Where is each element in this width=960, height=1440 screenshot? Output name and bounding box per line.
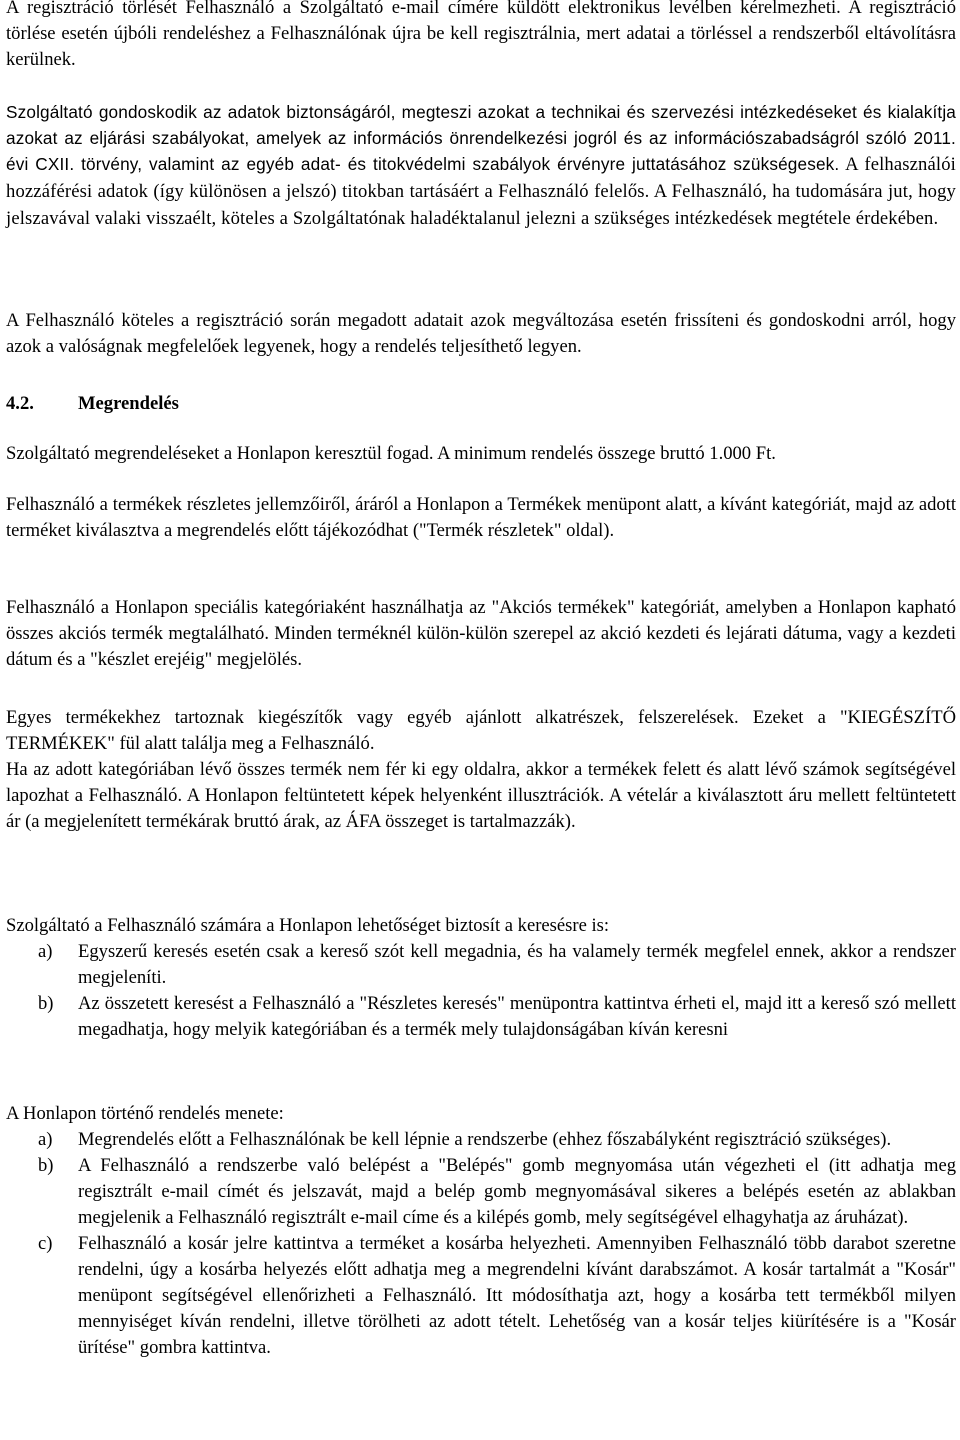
list-item-text: A Felhasználó a rendszerbe való belépést a "Belépés" gomb megnyomása után végezheti el (itt adhatja meg regisztrált e-mail címét és jelszavát, majd a belép gomb megnyomásával sikeres a belépés esetén az ablakban megjelenik a Felhasználó regisztrált e-mail címe és a kilépés gomb, mely segítségével elhagyhatja az áruházat). [78,1155,956,1228]
list-item [6,939,956,991]
order-steps-list [6,1127,956,1361]
update-data-paragraph: A Felhasználó köteles a regisztráció során megadott adatait azok megváltozása esetén frissíteni és gondoskodni arról, hogy azok a valóságnak megfelelőek legyenek, hogy a rendelés teljesíthető legyen. [6,310,956,357]
list-marker: b) [38,1155,54,1176]
order-process-intro: A Honlapon történő rendelés menete: [6,1103,284,1124]
intro-paragraph: A regisztráció törlését Felhasználó a Szolgáltató e-mail címére küldött elektronikus levélben kérelmezheti. A regisztráció törlése esetén újbóli rendeléshez a Felhasználónak újra be kell regisztrálnia, mert adatai a törléssel a rendszerből eltávolításra kerülnek. [6,0,956,70]
search-options-list [6,939,956,1043]
list-marker: a) [38,941,53,962]
search-intro-paragraph: Szolgáltató a Felhasználó számára a Honlapon lehetőséget biztosít a keresésre is: [6,915,610,936]
list-item-text: Felhasználó a kosár jelre kattintva a terméket a kosárba helyezheti. Amennyiben Felhasználó több darabot szeretne rendelni, úgy a kosárba helyezés előtt adhatja meg a megrendelni kívánt darabszámot. A kosár tartalmát a "Kosár" menüpont segítségével ellenőrizheti a Felhasználó. Itt módosíthatja azt, hogy a kosárba tett termékből milyen mennyiséget kíván rendelni, illetve törölheti az adott tételt. Lehetőség van a kosár teljes kiürítésére is a "Kosár ürítése" gombra kattintva. [78,1233,956,1358]
product-details-paragraph: Felhasználó a termékek részletes jellemzőiről, áráról a Honlapon a Termékek menüpont alatt, a kívánt kategóriát, majd az adott terméket kiválasztva a megrendelés előtt tájékozódhat ("Termék részletek" oldal). [6,494,956,541]
security-paragraph [6,99,956,232]
list-item [6,1153,956,1231]
list-item-text: Egyszerű keresés esetén csak a kereső szót kell megadnia, és ha valamely termék megfelel ennek, akkor a rendszer megjeleníti. [78,941,956,988]
list-marker: c) [38,1233,53,1254]
list-item [6,1231,956,1361]
list-item [6,991,956,1043]
sale-products-paragraph: Felhasználó a Honlapon speciális kategóriaként használhatja az "Akciós termékek" kategóriát, amelyben a Honlapon kapható összes akciós termék megtalálható. Minden terméknél külön-külön szerepel az akció kezdeti és lejárati dátuma, vagy a kezdeti dátum és a "készlet erejéig" megjelölés. [6,597,956,670]
section-number: 4.2. [6,393,34,414]
accessories-paragraph: Egyes termékekhez tartoznak kiegészítők vagy egyéb ajánlott alkatrészek, felszerelések. Ezeket a "KIEGÉSZÍTŐ TERMÉKEK" fül alatt találja meg a Felhasználó. [6,707,956,754]
orders-intro-paragraph: Szolgáltató megrendeléseket a Honlapon keresztül fogad. A minimum rendelés összege bruttó 1.000 Ft. [6,443,776,464]
list-item [6,1127,956,1153]
security-text-b: A felhasználói hozzáférési adatok (így különösen a jelszó) titokban tartásáért a Felhasználó felelős. A Felhasználó, ha tudomására jut, hogy jelszavával valaki visszaélt, köteles a Szolgáltatónak haladéktalanul jelezni a szükséges intézkedések megtétele érdekében. [6,154,956,229]
paging-paragraph: Ha az adott kategóriában lévő összes termék nem fér ki egy oldalra, akkor a termékek felett és alatt lévő számok segítségével lapozhat a Felhasználó. A Honlapon feltüntetett képek helyenként illusztrációk. A vételár a kiválasztott áru mellett feltüntetett ár (a megjelenített termékárak bruttó árak, az ÁFA összeget is tartalmazzák). [6,759,956,832]
security-text-a: Szolgáltató gondoskodik az adatok biztonságáról, megteszi azokat a technikai és szervezési intézkedéseket és kialakítja azokat az eljárási szabályokat, amelyek az információs önrendelkezési jogról és az információszabadságról szóló 2011. évi CXII. törvény, valamint az egyéb adat- és titokvédelmi szabályok érvényre juttatásához szükségesek. [6,102,956,174]
section-title: Megrendelés [78,393,179,414]
list-marker: a) [38,1129,53,1150]
list-marker: b) [38,993,54,1014]
section-heading [6,391,179,417]
list-item-text: Megrendelés előtt a Felhasználónak be kell lépnie a rendszerbe (ehhez főszabályként regisztráció szükséges). [78,1129,892,1150]
list-item-text: Az összetett keresést a Felhasználó a "Részletes keresés" menüpontra kattintva érheti el, majd itt a kereső szó mellett megadhatja, hogy melyik kategóriában és a termék mely tulajdonságában kíván keresni [78,993,956,1040]
